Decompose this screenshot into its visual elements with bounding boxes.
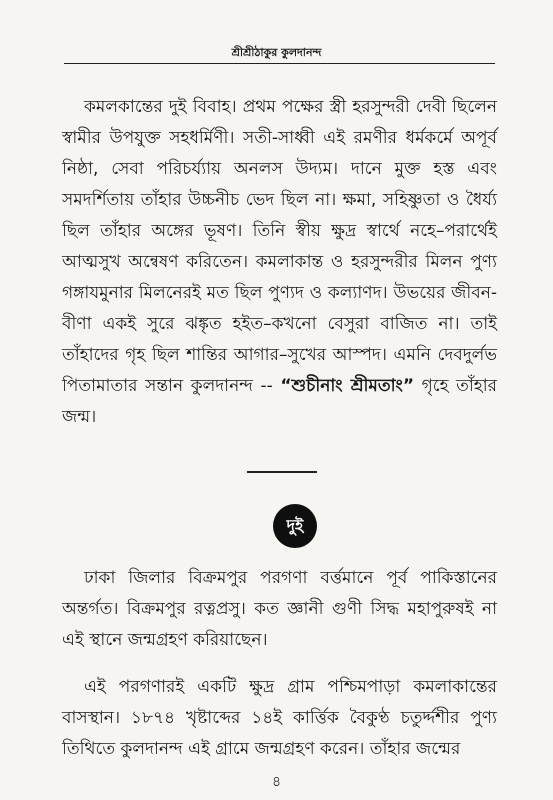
section-number-badge: দুই — [273, 504, 317, 548]
paragraph-1-end: গৃহে তাঁহার জন্ম। — [62, 376, 497, 427]
section-divider — [247, 471, 317, 473]
paragraph-3: এই পরগণারই একটি ক্ষুদ্র গ্রাম পশ্চিমপাড়া কমলাকান্তের বাসস্থান। ১৮৭৪ খৃষ্টাব্দের ১৪ই কার্ত্তিক বৈকুণ্ঠ চতুর্দ্দশীর পুণ্য তিথিতে কুলদানন্দ এই গ্রামে জন্মগ্রহণ করেন। তাঁহার জন্মের — [62, 677, 497, 759]
paragraph-2: ঢাকা জিলার বিক্রমপুর পরগণা বর্ত্তমানে পূর্ব পাকিস্তানের অন্তর্গত। বিক্রমপুর রত্নপ্রসু। কত জ্ঞানী গুণী সিদ্ধ মহাপুরুষই না এই স্থানে জন্মগ্রহণ করিয়াছেন। — [62, 568, 497, 650]
running-title: শ্রীশ্রীঠাকুর কুলদানন্দ — [231, 46, 322, 59]
quote-text: “শুচীনাং শ্রীমতাং” — [280, 376, 415, 396]
header-rule — [64, 63, 495, 64]
paragraph-1 — [62, 92, 497, 433]
paragraph-1-text: কমলকান্তের দুই বিবাহ। প্রথম পক্ষের স্ত্রী হরসুন্দরী দেবী ছিলেন স্বামীর উপযুক্ত সহধর্মিণী। সতী-সাধ্বী এই রমণীর ধর্মকর্মে অপূর্ব নিষ্ঠা, সেবা পরিচর্য্যায় অনলস উদ্যম। দানে মুক্ত হস্ত এবং সমদর্শিতায় তাঁহার উচ্চনীচ ভেদ ছিল না। ক্ষমা, সহিষ্ণুতা ও ধৈর্য্য ছিল তাঁহার অঙ্গের ভূষণ। তিনি স্বীয় ক্ষুদ্র স্বার্থে নহে–পরার্থেই আত্মসুখ অন্বেষণ করিতেন। কমলাকান্ত ও হরসুন্দরীর মিলন পুণ্য গঙ্গাযমুনার মিলনেরই মত ছিল পুণ্যদ ও কল্যাণদ। উভয়ের জীবন-বীণা একই সুরে ঝঙ্কৃত হইত–কখনো বেসুরা বাজিত না। তাই তাঁহাদের গৃহ ছিল শান্তির আগার–সুখের আস্পদ। এমনি দেবদুর্লভ পিতামাতার সন্তান কুলদানন্দ -- — [62, 97, 497, 396]
page-number: ৪ — [271, 774, 282, 790]
